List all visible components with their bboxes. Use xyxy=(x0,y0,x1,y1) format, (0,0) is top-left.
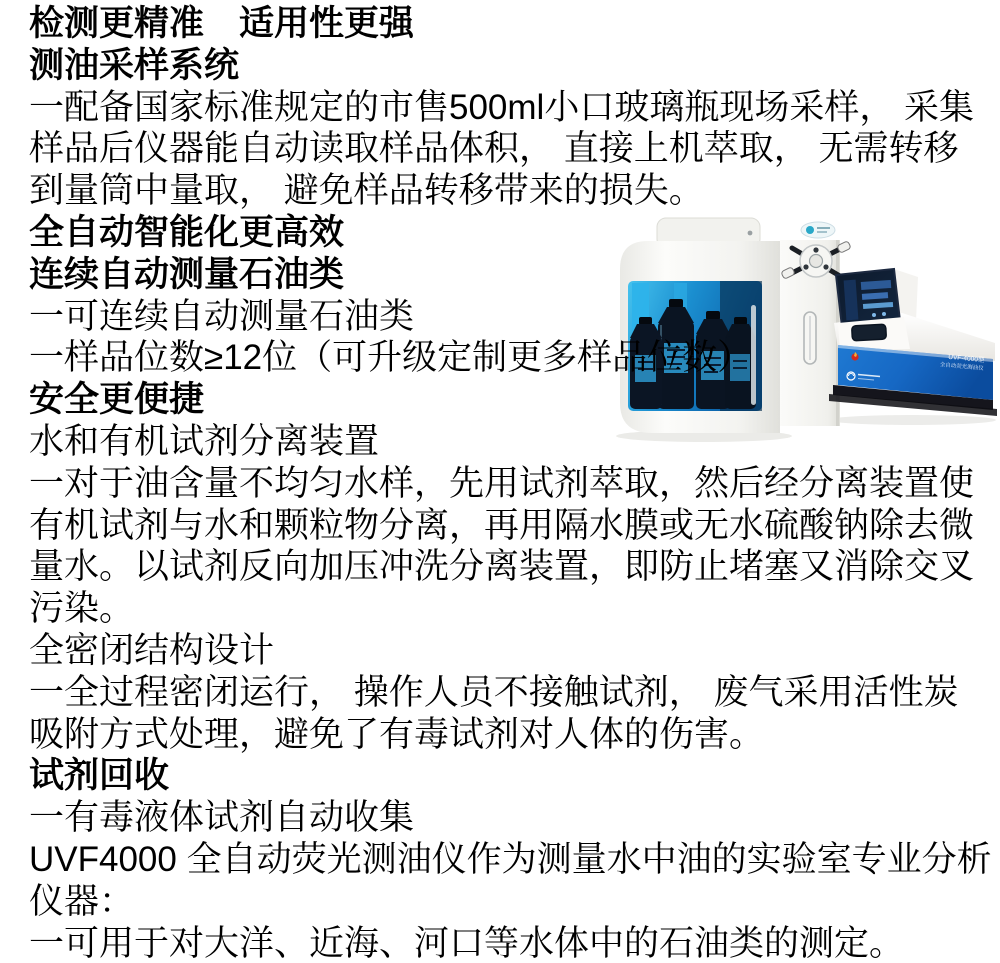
text-line-8: 一可连续自动测量石油类 xyxy=(29,296,415,336)
text-line-13: 有机试剂与水和颗粒物分离，再用隔水膜或无水硫酸钠除去微 xyxy=(29,505,975,545)
text-line-4: 样品后仪器能自动读取样品体积， 直接上机萃取， 无需转移 xyxy=(29,129,959,169)
text-line-22: 仪器： xyxy=(29,881,135,921)
text-content xyxy=(29,3,992,963)
text-line-1: 检测更精准 适用性更强 xyxy=(29,4,415,43)
text-line-6: 全自动智能化更高效 xyxy=(29,212,345,252)
text-line-23: 一可用于对大洋、近海、河口等水体中的石油类的测定。 xyxy=(29,923,905,963)
text-line-14: 量水。以试剂反向加压冲洗分离装置，即防止堵塞又消除交叉 xyxy=(29,547,975,587)
text-line-21: UVF4000 全自动荧光测油仪作为测量水中油的实验室专业分析 xyxy=(29,839,992,879)
text-line-2: 测油采样系统 xyxy=(29,45,240,85)
text-line-12: 一对于油含量不均匀水样，先用试剂萃取，然后经分离装置使 xyxy=(29,463,975,503)
panel-product-label: 全自动荧光测油仪 xyxy=(939,362,984,372)
text-line-15: 污染。 xyxy=(29,589,135,629)
text-line-7: 连续自动测量石油类 xyxy=(29,254,345,294)
panel-model-label: UVF-4000型 xyxy=(948,353,985,364)
text-line-9: 一样品位数≥12位（可升级定制更多样品位数） xyxy=(29,338,753,378)
text-line-19: 试剂回收 xyxy=(29,756,170,796)
text-line-16: 全密闭结构设计 xyxy=(29,630,275,670)
text-line-17: 一全过程密闭运行， 操作人员不接触试剂， 废气采用活性炭 xyxy=(29,672,959,712)
text-line-5: 到量筒中量取， 避免样品转移带来的损失。 xyxy=(29,171,704,211)
text-line-20: 一有毒液体试剂自动收集 xyxy=(29,798,415,838)
text-line-3: 一配备国家标准规定的市售500ml小口玻璃瓶现场采样， 采集 xyxy=(29,87,975,127)
text-line-11: 水和有机试剂分离装置 xyxy=(29,421,380,461)
text-line-10: 安全更便捷 xyxy=(29,380,205,420)
text-line-18: 吸附方式处理，避免了有毒试剂对人体的伤害。 xyxy=(29,714,765,754)
